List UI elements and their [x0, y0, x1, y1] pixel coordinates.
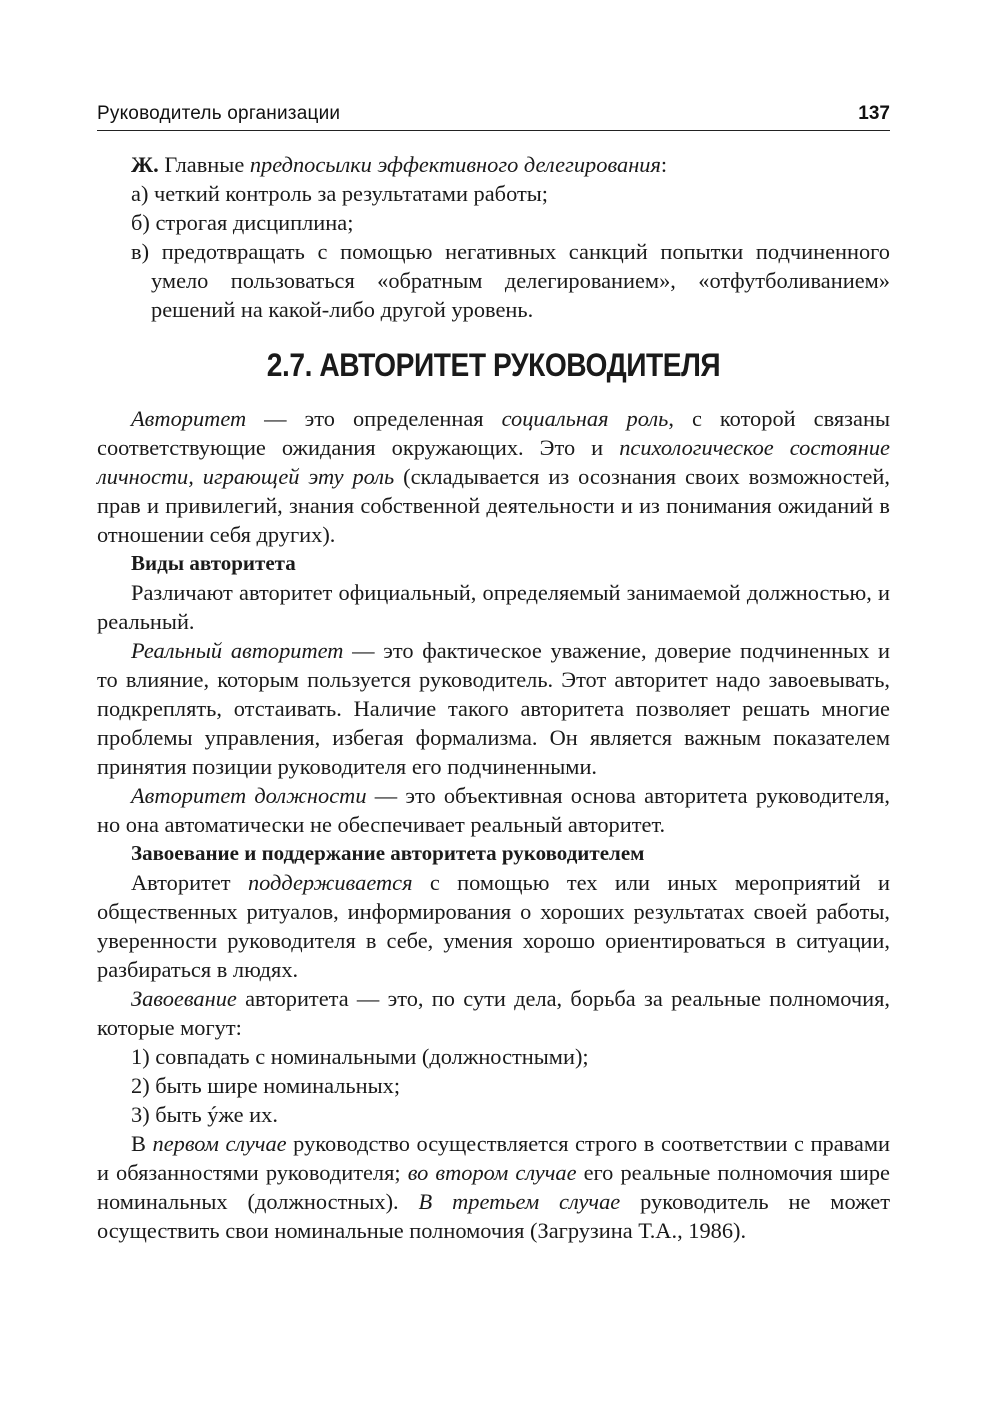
section-title: 2.7. АВТОРИТЕТ РУКОВОДИТЕЛЯ [266, 347, 721, 383]
term-position-authority: Авторитет должности [131, 783, 367, 808]
term-third-case: В третьем случае [418, 1189, 621, 1214]
text-run: его реальные полномочия шире номинальных (должностных). [97, 1160, 890, 1214]
list-item-3: 3) быть ýже их. [131, 1102, 278, 1127]
term-second-case: во втором случае [407, 1160, 577, 1185]
text-run: руководитель не может осуществить свои номинальные полномочия (Загрузина Т.А., 1986). [97, 1189, 891, 1243]
paragraph-maintaining [97, 868, 890, 984]
intro-item-c: в) предотвращать с помощью негативных санкций попытки подчиненного умело пользоваться «обратным делегированием», «отфутболиванием» решений на какой-либо другой уровень. [131, 239, 890, 322]
text-run: — это фактическое уважение, доверие подчиненных и то влияние, которым пользуется руководитель. Этот авторитет надо завоевывать, подкреплять, отстаивать. Наличие такого авторитета позволяет решать многие проблемы управления, избегая формализма. Он является важным показателем принятия позиции руководителя его подчиненными. [97, 638, 890, 779]
intro-lead: Главные [158, 152, 250, 177]
list-item-1: 1) совпадать с номинальными (должностными); [131, 1044, 589, 1069]
term-first-case: первом случае [152, 1131, 287, 1156]
paragraph-authority-definition [97, 404, 890, 549]
text-run: авторитета — это, по сути дела, борьба за реальные полномочия, которые могут: [97, 986, 890, 1040]
term-social-role: социальная роль [501, 406, 669, 431]
intro-lead-end: : [660, 152, 668, 177]
text-run: , с которой связаны соответствующие ожидания окружающих. Это и [97, 406, 890, 460]
text-run: В [131, 1131, 153, 1156]
subheading-types: Виды авторитета [131, 551, 296, 575]
term-real-authority: Реальный авторитет [131, 638, 344, 663]
term-maintained: поддерживается [247, 870, 413, 895]
intro-item-a: а) четкий контроль за результатами работы; [131, 181, 549, 206]
intro-paragraph [97, 150, 890, 179]
term-winning: Завоевание [131, 986, 237, 1011]
list-item-2: 2) быть шире номинальных; [131, 1073, 401, 1098]
text-run: (складывается из осознания своих возможностей, прав и привилегий, знания собственной деятельности и из понимания ожиданий в отношении себя других). [97, 464, 890, 547]
running-header-title: Руководитель организации [97, 103, 341, 124]
text-run: руководство осуществляется строго в соответствии с правами и обязанностями руководителя; [97, 1131, 890, 1185]
paragraph-cases [97, 1129, 890, 1245]
subheading-winning: Завоевание и поддержание авторитета руководителем [131, 841, 645, 865]
term-psychological-state: психологическое состояние личности, играющей эту роль [97, 435, 890, 489]
text-run: — это определенная [246, 406, 502, 431]
paragraph-winning [97, 984, 890, 1042]
paragraph-types: Различают авторитет официальный, определяемый занимаемой должностью, и реальный. [97, 580, 890, 634]
page-body [97, 150, 890, 1245]
running-header [97, 100, 890, 131]
text-run: — это объективная основа авторитета руководителя, но она автоматически не обеспечивает реальный авторитет. [97, 783, 890, 837]
paragraph-real-authority [97, 636, 890, 781]
text-run: с помощью тех или иных мероприятий и общественных ритуалов, информирования о хороших результатах своей работы, уверенности руководителя в себе, умения хорошо ориентироваться в ситуации, разбираться в людях. [97, 870, 890, 982]
text-run: Авторитет [131, 870, 248, 895]
intro-lead-italic: предпосылки эффективного делегирования [249, 152, 661, 177]
page-number: 137 [858, 103, 890, 124]
term-authority: Авторитет [131, 406, 247, 431]
intro-marker: Ж. [131, 152, 159, 177]
intro-item-b: б) строгая дисциплина; [131, 210, 354, 235]
paragraph-position-authority [97, 781, 890, 839]
